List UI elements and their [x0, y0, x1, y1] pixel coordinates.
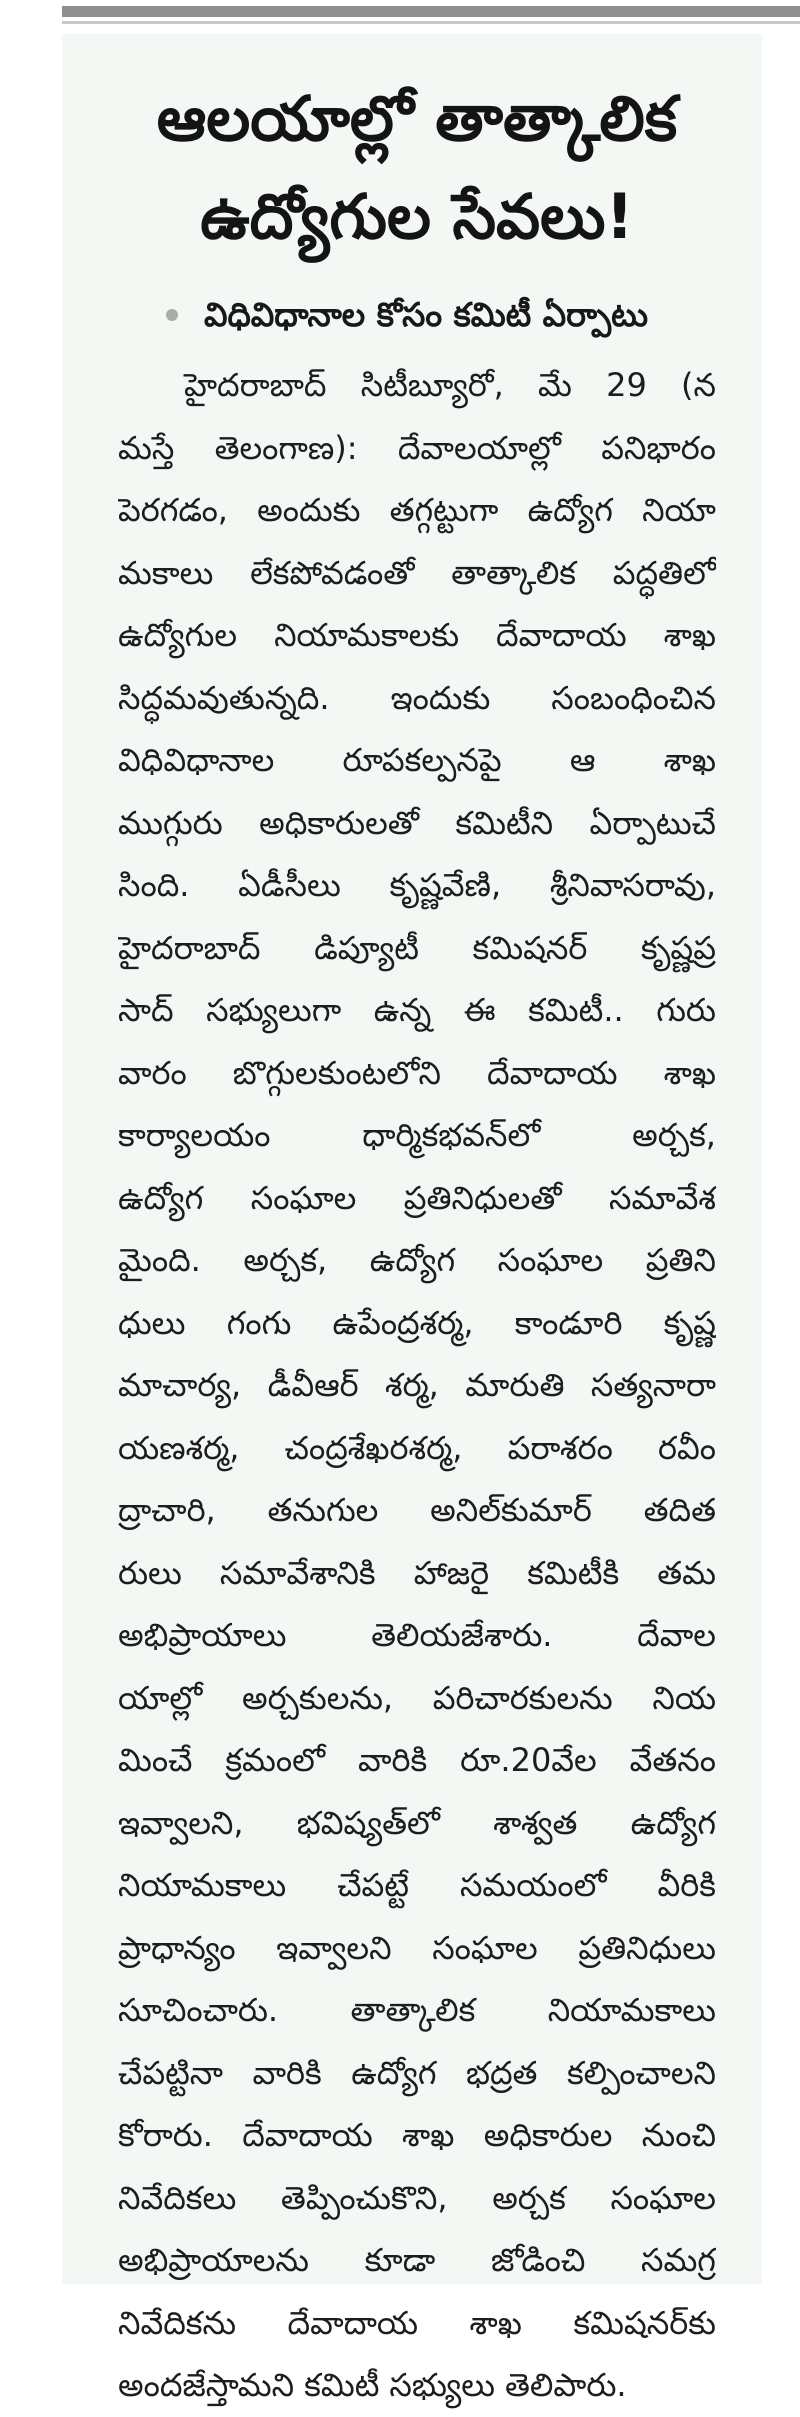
body-line: మస్తే తెలంగాణ): దేవాలయాల్లో పనిభారం	[118, 428, 716, 467]
body-line: మకాలు లేకపోవడంతో తాత్కాలిక పద్ధతిలో	[118, 553, 716, 592]
body-line: హైదరాబాద్ డిప్యూటీ కమిషనర్ కృష్ణప్ర	[118, 928, 716, 967]
body-line: నివేదికను దేవాదాయ శాఖ కమిషనర్‌కు	[118, 2303, 716, 2342]
body-line: కోరారు. దేవాదాయ శాఖ అధికారుల నుంచి	[118, 2116, 716, 2154]
body-line: ధులు గంగు ఉపేంద్రశర్మ, కాండూరి కృష్ణ	[118, 1303, 716, 1342]
body-line: యణశర్మ, చంద్రశేఖరశర్మ, పరాశరం రవీం	[118, 1428, 716, 1467]
headline-line-2: ఉద్యోగుల సేవలు!	[200, 180, 634, 253]
body-line: అభిప్రాయాలను కూడా జోడించి సమగ్ర	[118, 2241, 716, 2279]
top-rule-thin	[62, 21, 800, 24]
body-line: ముగ్గురు అధికారులతో కమిటీని ఏర్పాటుచే	[118, 803, 716, 842]
body-line: నియామకాలు చేపట్టే సమయంలో వీరికి	[118, 1866, 716, 1904]
body-line: యాల్లో అర్చకులను, పరిచారకులను నియ	[118, 1678, 716, 1717]
body-line: ప్రాధాన్యం ఇవ్వాలని సంఘాల ప్రతినిధులు	[118, 1928, 716, 1967]
subheadline	[118, 292, 716, 338]
body-line: సిద్ధమవుతున్నది. ఇందుకు సంబంధించిన	[118, 678, 716, 717]
body-line: రులు సమావేశానికి హాజరై కమిటీకి తమ	[118, 1553, 716, 1592]
body-line: ఇవ్వాలని, భవిష్యత్‌లో శాశ్వత ఉద్యోగ	[118, 1803, 716, 1842]
top-rule	[62, 6, 800, 17]
body-line: నివేదికలు తెప్పించుకొని, అర్చక సంఘాల	[118, 2178, 716, 2217]
body-line: ఉద్యోగ సంఘాల ప్రతినిధులతో సమావేశ	[118, 1178, 716, 1217]
body-line: సూచించారు. తాత్కాలిక నియామకాలు	[118, 1991, 716, 2029]
article-body	[118, 354, 716, 2417]
subheadline-text: విధివిధానాల కోసం కమిటీ ఏర్పాటు	[204, 295, 648, 334]
body-line: సాద్ సభ్యులుగా ఉన్న ఈ కమిటీ.. గురు	[118, 991, 716, 1029]
body-line: వారం బొగ్గులకుంటలోని దేవాదాయ శాఖ	[118, 1053, 716, 1092]
body-line: పెరగడం, అందుకు తగ్గట్టుగా ఉద్యోగ నియా	[118, 491, 716, 529]
body-line: సింది. ఏడీసీలు కృష్ణవేణి, శ్రీనివాసరావు,	[118, 866, 716, 904]
body-line: మైంది. అర్చక, ఉద్యోగ సంఘాల ప్రతిని	[118, 1241, 716, 1279]
body-line: మాచార్య, డీవీఆర్ శర్మ, మారుతి సత్యనారా	[118, 1366, 716, 1404]
body-line: ఉద్యోగుల నియామకాలకు దేవాదాయ శాఖ	[118, 616, 716, 654]
headline	[118, 70, 716, 266]
body-line: అందజేస్తామని కమిటీ సభ్యులు తెలిపారు.	[118, 2366, 627, 2404]
bullet-icon	[166, 309, 178, 321]
body-line: ద్రాచారి, తనుగుల అనిల్‌కుమార్ తదిత	[118, 1491, 716, 1529]
body-line: చేపట్టినా వారికి ఉద్యోగ భద్రత కల్పించాలని	[118, 2053, 716, 2092]
headline-line-1: ఆలయాల్లో తాత్కాలిక	[156, 82, 678, 155]
news-article	[62, 34, 762, 2404]
body-line: కార్యాలయం ధార్మికభవన్‌లో అర్చక,	[118, 1116, 716, 1154]
body-line: హైదరాబాద్ సిటీబ్యూరో, మే 29 (న	[184, 366, 716, 404]
body-line: విధివిధానాల రూపకల్పనపై ఆ శాఖ	[118, 741, 716, 779]
body-line: మించే క్రమంలో వారికి రూ.20వేల వేతనం	[118, 1741, 716, 1779]
body-line: అభిప్రాయాలు తెలియజేశారు. దేవాల	[118, 1616, 716, 1654]
